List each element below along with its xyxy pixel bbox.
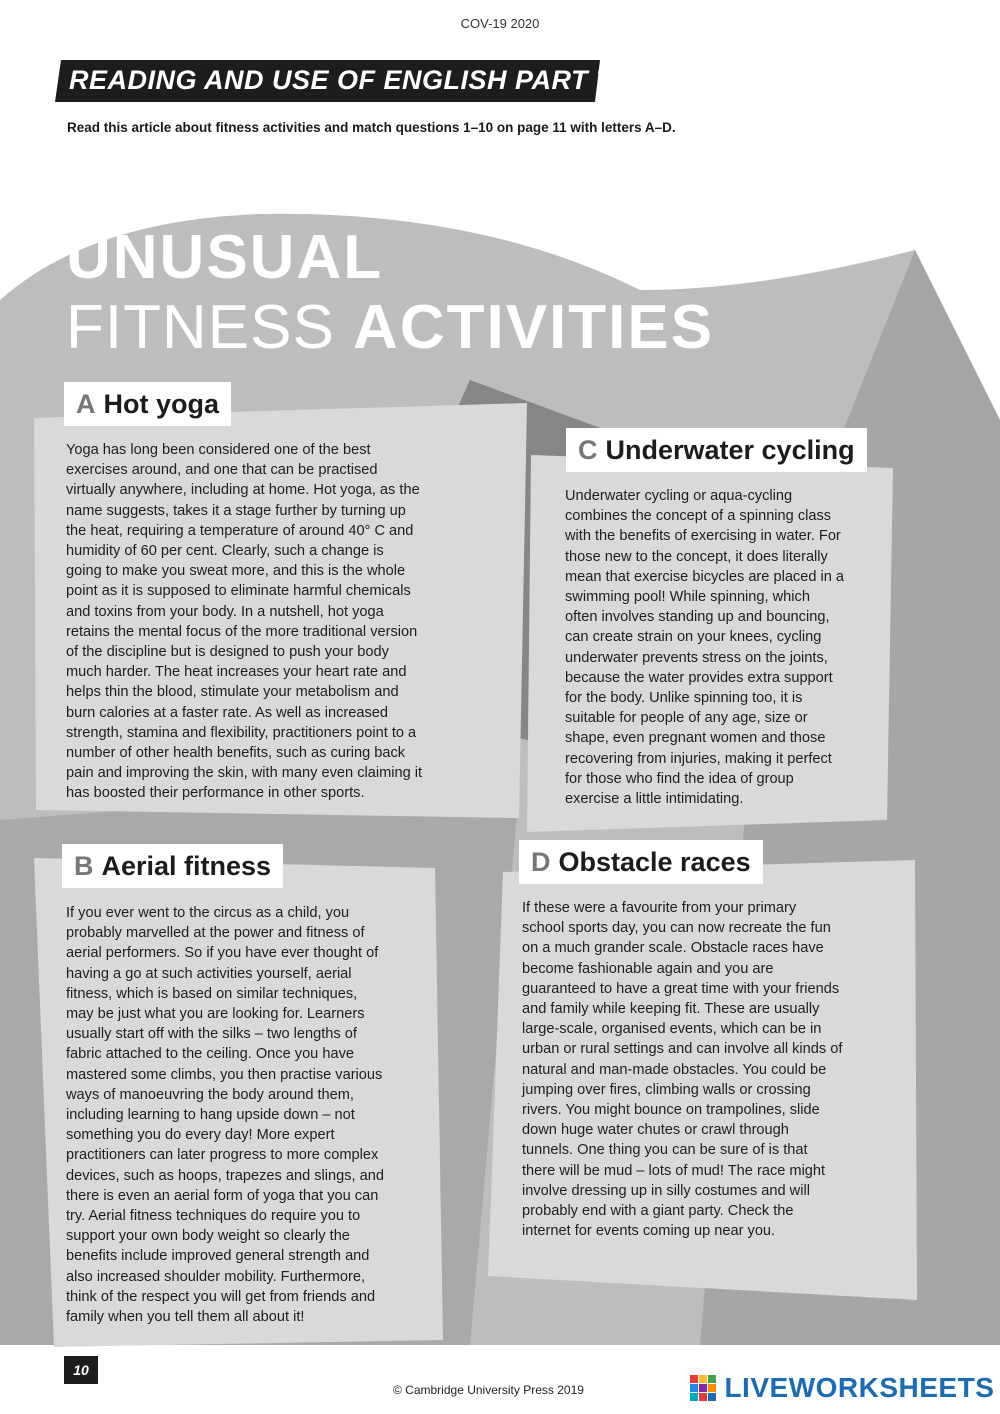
text-line: practitioners can later progress to more complex [66, 1147, 379, 1164]
section-title: Aerial fitness [101, 851, 272, 881]
section-c-heading [566, 428, 867, 472]
text-line: often involves standing up and bouncing, [565, 609, 830, 626]
text-line: number of other health benefits, such as curing back [66, 745, 406, 762]
text-line: underwater prevents stress on the joints, [565, 649, 828, 666]
text-line: usually start off with the silks – two lengths of [66, 1026, 357, 1043]
text-line: virtually anywhere, including at home. Hot yoga, as the [66, 482, 420, 499]
title-line-2 [66, 292, 714, 363]
title-light-word: FITNESS [66, 293, 335, 362]
copyright-text: © Cambridge University Press 2019 [393, 1383, 584, 1397]
section-title: Obstacle races [558, 847, 751, 877]
text-line: name suggests, takes it a stage further by turning up [66, 502, 406, 519]
text-line: If these were a favourite from your primary [522, 900, 797, 916]
section-c-body [565, 486, 844, 809]
page-number: 10 [64, 1356, 98, 1384]
text-line: humidity of 60 per cent. Clearly, such a change is [66, 543, 384, 560]
text-line: internet for events coming up near you. [522, 1223, 776, 1240]
text-line: involve dressing up in silly costumes and will [522, 1182, 810, 1199]
text-line: on a much grander scale. Obstacle races have [522, 940, 824, 957]
text-line: down huge water chutes or crawl through [522, 1122, 789, 1139]
text-line: burn calories at a faster rate. As well as increased [66, 704, 389, 721]
text-line: think of the respect you will get from friends and [66, 1288, 376, 1305]
document-code: COV-19 2020 [460, 16, 540, 31]
section-b-body [66, 903, 384, 1327]
text-line: exercise a little intimidating. [565, 791, 744, 808]
text-line: jumping over fires, climbing walls or crossing [522, 1081, 811, 1098]
text-line: pain and improving the skin, with many even claiming it [66, 765, 423, 782]
text-line: for those who find the idea of group [565, 770, 794, 787]
text-line: try. Aerial fitness techniques do require you to [66, 1208, 361, 1225]
instruction-text: Read this article about fitness activities and match questions 1–10 on page 11 with letters A–D. [67, 120, 676, 135]
text-line: If you ever went to the circus as a child, you [66, 905, 350, 921]
title-line-1: UNUSUAL [66, 223, 384, 292]
text-line: probably marvelled at the power and fitness of [66, 925, 365, 942]
text-line: support your own body weight so clearly the [66, 1228, 350, 1245]
text-line: mastered some climbs, you then practise various [66, 1066, 383, 1083]
text-line: fitness, which is based on similar techniques, [66, 985, 358, 1002]
text-line: become fashionable again and you are [522, 960, 774, 977]
text-line: can create strain on your knees, cycling [565, 629, 822, 646]
text-line: urban or rural settings and can involve all kinds of [522, 1041, 843, 1058]
text-line: rivers. You might bounce on trampolines, slide [522, 1102, 820, 1119]
text-line: and toxins from your body. In a nutshell, hot yoga [66, 603, 384, 620]
section-a-body [66, 440, 422, 804]
text-line: there will be mud – lots of mud! The race might [522, 1162, 826, 1179]
text-line: natural and man-made obstacles. You could be [522, 1061, 827, 1078]
section-letter: B [74, 851, 94, 881]
text-line: has boosted their performance in other sports. [66, 785, 365, 802]
text-line: retains the mental focus of the more traditional version [66, 623, 418, 640]
section-banner [55, 60, 612, 102]
text-line: because the water provides extra support [565, 669, 833, 686]
title-bold-word: ACTIVITIES [353, 293, 715, 362]
text-line: also increased shoulder mobility. Furthermore, [66, 1268, 366, 1285]
liveworksheets-logo[interactable] [690, 1372, 994, 1408]
text-line: helps thin the blood, stimulate your metabolism and [66, 684, 399, 701]
text-line: devices, such as hoops, trapezes and slings, and [66, 1167, 385, 1184]
text-line: swimming pool! While spinning, which [565, 589, 810, 606]
text-line: strength, stamina and flexibility, practitioners point to a [66, 724, 417, 741]
text-line: exercises around, and one that can be practised [66, 462, 378, 479]
section-d-body [522, 898, 842, 1241]
text-line: guaranteed to have a great time with your friends [522, 980, 840, 997]
text-line: suitable for people of any age, size or [565, 710, 808, 727]
text-line: shape, even pregnant women and those [565, 730, 826, 747]
text-line: school sports day, you can now recreate the fun [522, 920, 831, 937]
text-line: family when you tell them all about it! [66, 1309, 305, 1326]
section-a-heading [64, 382, 231, 426]
section-letter: C [578, 435, 598, 465]
liveworksheets-logo-icon [690, 1375, 716, 1401]
text-line: Underwater cycling or aqua-cycling [565, 488, 793, 504]
text-line: for the body. Unlike spinning too, it is [565, 690, 803, 707]
text-line: with the benefits of exercising in water. For [565, 528, 841, 545]
text-line: fabric attached to the ceiling. Once you have [66, 1046, 354, 1063]
brand-name: LIVEWORKSHEETS [724, 1372, 995, 1403]
text-line: aerial performers. So if you have ever thought of [66, 945, 379, 962]
text-line: Yoga has long been considered one of the best [66, 442, 371, 458]
text-line: recovering from injuries, making it perfect [565, 750, 832, 767]
text-line: going to make you sweat more, and this is the whole [66, 563, 406, 580]
text-line: mean that exercise bicycles are placed in a [565, 568, 845, 585]
banner-title: READING AND USE OF ENGLISH PART 7 [69, 65, 612, 95]
text-line: large-scale, organised events, which can be in [522, 1021, 822, 1038]
section-title: Underwater cycling [605, 435, 855, 465]
text-line: tunnels. One thing you can be sure of is that [522, 1142, 808, 1159]
section-letter: D [531, 847, 551, 877]
text-line: and family while keeping fit. These are usually [522, 1001, 820, 1018]
text-line: ways of manoeuvring the body around them, [66, 1086, 354, 1103]
section-b-heading [62, 844, 283, 888]
text-line: benefits include improved general strength and [66, 1248, 370, 1265]
text-line: having a go at such activities yourself, aerial [66, 965, 352, 982]
text-line: something you do every day! More expert [66, 1127, 335, 1144]
text-line: of the discipline but is designed to push your body [66, 644, 389, 661]
text-line: the heat, requiring a temperature of around 40° C and [66, 522, 414, 539]
section-title: Hot yoga [103, 389, 220, 419]
text-line: may be just what you are looking for. Learners [66, 1006, 365, 1023]
section-letter: A [76, 389, 96, 419]
text-line: those new to the concept, it does literally [565, 548, 828, 565]
text-line: there is even an aerial form of yoga that you can [66, 1187, 379, 1204]
text-line: including learning to hang upside down – not [66, 1107, 355, 1124]
text-line: combines the concept of a spinning class [565, 508, 832, 525]
text-line: much harder. The heat increases your heart rate and [66, 664, 407, 681]
text-line: point as it is supposed to eliminate harmful chemicals [66, 583, 411, 600]
section-d-heading [519, 840, 763, 884]
text-line: probably end with a giant party. Check the [522, 1203, 794, 1220]
